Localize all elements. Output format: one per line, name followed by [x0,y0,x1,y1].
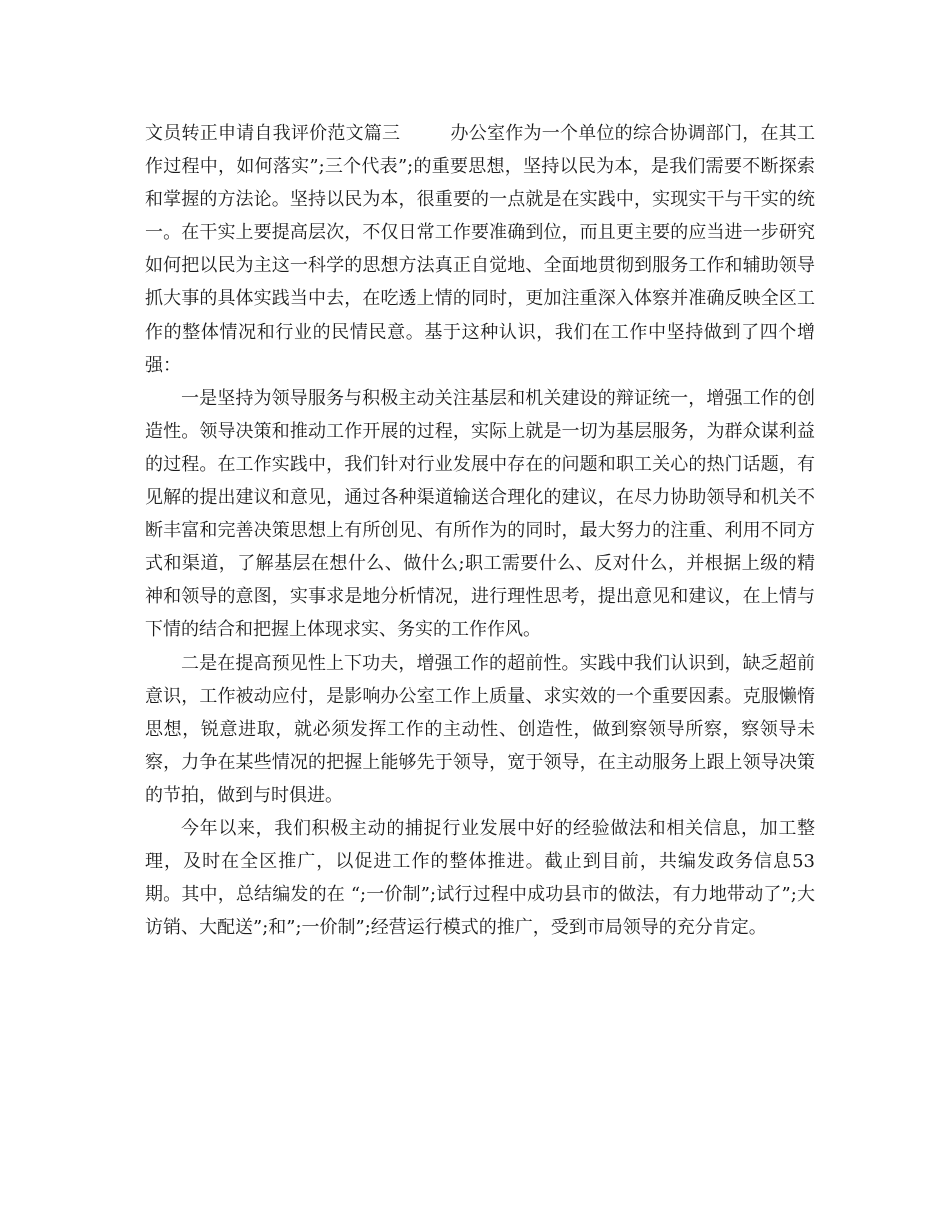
paragraph-intro [145,117,815,382]
paragraph-2: 二是在提高预见性上下功夫，增强工作的超前性。实践中我们认识到，缺乏超前意识，工作被动应付，是影响办公室工作上质量、求实效的一个重要因素。克服懒惰思想，锐意进取，就必须发挥工作的主动性、创造性，做到察领导所察，察领导未察，力争在某些情况的把握上能够先于领导，宽于领导，在主动服务上跟上领导决策的节拍，做到与时俱进。 [145,652,815,806]
document-title: 文员转正申请自我评价范文篇三 [145,123,401,144]
paragraph-3: 今年以来，我们积极主动的捕捉行业发展中好的经验做法和相关信息，加工整理，及时在全区推广，以促进工作的整体推进。截止到目前，共编发政务信息53期。其中，总结编发的在 “;一价制”;试行过程中成功县市的做法，有力地带动了”;大访销、大配送”;和”;一价制”;经营运行模式的推广，受到市局领导的充分肯定。 [145,817,815,939]
document-body [145,117,815,944]
paragraph-1: 一是坚持为领导服务与积极主动关注基层和机关建设的辩证统一，增强工作的创造性。领导决策和推动工作开展的过程，实际上就是一切为基层服务，为群众谋利益的过程。在工作实践中，我们针对行业发展中存在的问题和职工关心的热门话题，有见解的提出建议和意见，通过各种渠道输送合理化的建议，在尽力协助领导和机关不断丰富和完善决策思想上有所创见、有所作为的同时，最大努力的注重、利用不同方式和渠道，了解基层在想什么、做什么;职工需要什么、反对什么，并根据上级的精神和领导的意图，实事求是地分析情况，进行理性思考，提出意见和建议，在上情与下情的结合和把握上体现求实、务实的工作作风。 [145,387,815,641]
paragraph-intro-text: 办公室作为一个单位的综合协调部门，在其工作过程中，如何落实”;三个代表”;的重要思想，坚持以民为本，是我们需要不断探索和掌握的方法论。坚持以民为本，很重要的一点就是在实践中，实现实干与干实的统一。在干实上要提高层次，不仅日常工作要准确到位，而且更主要的应当进一步研究如何把以民为主这一科学的思想方法真正自觉地、全面地贯彻到服务工作和辅助领导抓大事的具体实践当中去，在吃透上情的同时，更加注重深入体察并准确反映全区工作的整体情况和行业的民情民意。基于这种认识，我们在工作中坚持做到了四个增强： [145,123,816,376]
